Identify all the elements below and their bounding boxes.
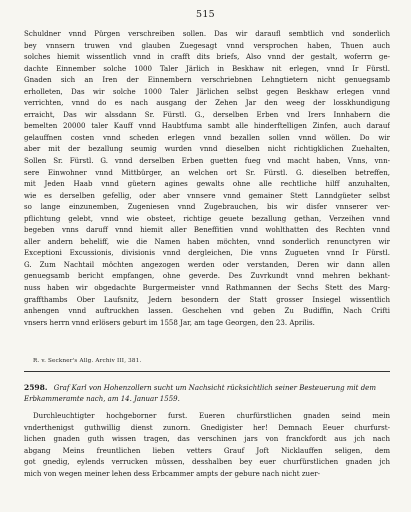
text-line: mich von wegen meiner lehen dess Erbcammer ampts der gebure nach nicht zuer- bbox=[24, 468, 320, 478]
text-line: Durchleuchtigter hochgeborner furst. Eueren churfürstlichen gnaden seind mein bbox=[33, 411, 390, 420]
text-line: mit Jeden Haab vnnd güetern agines gewalts ohne alle rechtliche hilff anzuhalten, bbox=[24, 179, 390, 189]
text-line: Gnaden sich an Iren der Einnembern verschriebnen Lehngtietern nicht genuegsamb bbox=[24, 75, 390, 85]
text-line: anhengen vnnd auftruckhen lassen. Geschehen vnd geben Zu Budiffin, Nach Crifti bbox=[24, 306, 390, 316]
section-divider bbox=[24, 371, 390, 372]
text-line: graffthambs Ober Laufsnitz, Jedern besondern der Statt grosser Insiegel wissentlich bbox=[24, 294, 390, 304]
text-line: got gnedig, eylends verrucken müssen, desshalben bey euer churfürstlichen gnaden jch bbox=[24, 457, 390, 467]
text-line: vnsers herrn vnnd erlösers geburt im 1558 Jar, am tage Georgen, den 23. Aprilis. bbox=[24, 317, 315, 327]
text-line: aller andern beheliff, wie die Namen haben möchten, vnnd sonderlich renunctyren wir bbox=[24, 236, 390, 246]
entry-number: 2598. bbox=[24, 383, 48, 392]
text-line: Exceptioni Excussionis, divisionis vnnd dergleichen, Die vnns Zugueten vnnd Ir Fürstl. bbox=[24, 248, 390, 258]
text-line: dachte Einnember solche 1000 Taler Järlich in Beskhaw nit erlegen, vnnd Ir Fürstl. bbox=[24, 63, 390, 73]
text-line: erholleten, Das wir solche 1000 Taler Järlichen selbst gegen Beskhaw erlegen vnnd bbox=[24, 86, 390, 96]
letter-paragraph bbox=[24, 410, 390, 479]
text-line: solches hiemit wissentlich vnnd in crafft dits briefs, Also vnnd der gestalt, woferrn ge- bbox=[24, 52, 390, 62]
source-citation: R. v. Seckner's Allg. Archiv III, 381. bbox=[33, 358, 142, 364]
text-line: Sollen Sr. Fürstl. G. vnnd derselben Erben guetten fueg vnd macht haben, Vnns, vnn- bbox=[24, 156, 390, 166]
text-line: aber mit der bezallung seumig wurden vnnd dieselben nicht richtigklichen Zuehalten, bbox=[24, 144, 390, 154]
text-line: G. Zum Nachtail möchten angezogen werden oder verstanden, Deren wir dann allen bbox=[24, 259, 390, 269]
text-line: wie es derselben gefellig, oder aber vnnsere vnnd gemainer Stett Lanndgüeter selbst bbox=[24, 190, 390, 200]
text-line: bey vnnsern truwen vnd glauben Zuegesagt vnnd versprochen haben, Thuen auch bbox=[24, 40, 390, 50]
text-line: sere Einwohner vnnd Mittbürger, an welchen ort Sr. Fürstl. G. dieselben betreffen, bbox=[24, 167, 390, 177]
text-line: erraicht, Das wir alssdann Sr. Fürstl. G., derselben Erben vnd Irers Innhabern die bbox=[24, 109, 390, 119]
text-line: pflichtung gelebt, vnnd wie obsteet, richtige geuete bezallung gethan, Verzeihen vnnd bbox=[24, 213, 390, 223]
main-paragraph bbox=[24, 28, 390, 328]
text-line: vnderthenigst guthwillig dienst zunorn. Gnedigister her! Demnach Eeuer churfurst- bbox=[24, 422, 390, 432]
entry-heading bbox=[24, 383, 390, 404]
text-line: verrichten, vnnd do es nach ausgang der Zehen Jar den weeg der losskhundigung bbox=[24, 98, 390, 108]
text-line: gelauffnen costen vnnd scheden erlegen vnnd bezallen sollen vnnd wöllen. Do wir bbox=[24, 132, 390, 142]
text-line: nuss haben wir obgedachte Burgermeister vnnd Rathmannen der Sechs Stett des Marg- bbox=[24, 283, 390, 293]
text-line: abgang Meins freuntlichen lieben vetters Grauf Joft Nicklauffen seligen, dem bbox=[24, 445, 390, 455]
entry-title: Graf Karl von Hohenzollern sucht um Nachsicht rücksichtlich seiner Besteuerung mit dem Erbkammeramte nach, am 14. Januar 1559. bbox=[24, 384, 376, 403]
text-line: lichen gnaden guth wissen tragen, das verschinen jars von franckfordt aus jch nach bbox=[24, 434, 390, 444]
text-line: genuegsamb bericht empfangen, ohne geverde. Des Zuvrkundt vnnd mehren bekhant- bbox=[24, 271, 390, 281]
text-line: so lange einzunemben, Zugeniesen vnnd Zugebrauchen, bis wir disfer vnnserer ver- bbox=[24, 202, 390, 212]
text-line: Schuldner vnnd Pürgen verschreiben sollen. Das wir daraufl sembtlich vnd sonderlich bbox=[24, 29, 390, 38]
text-line: bemelten 20000 taler Kauff vnnd Haubtfuma sambt alle hinderftelligen Zinfen, auch darauf bbox=[24, 121, 390, 131]
text-line: begeben vnns daruff vnnd hiemit aller Beneffitien vnnd wohlthatten des Rechten vnnd bbox=[24, 225, 390, 235]
page-number: 515 bbox=[195, 9, 216, 20]
